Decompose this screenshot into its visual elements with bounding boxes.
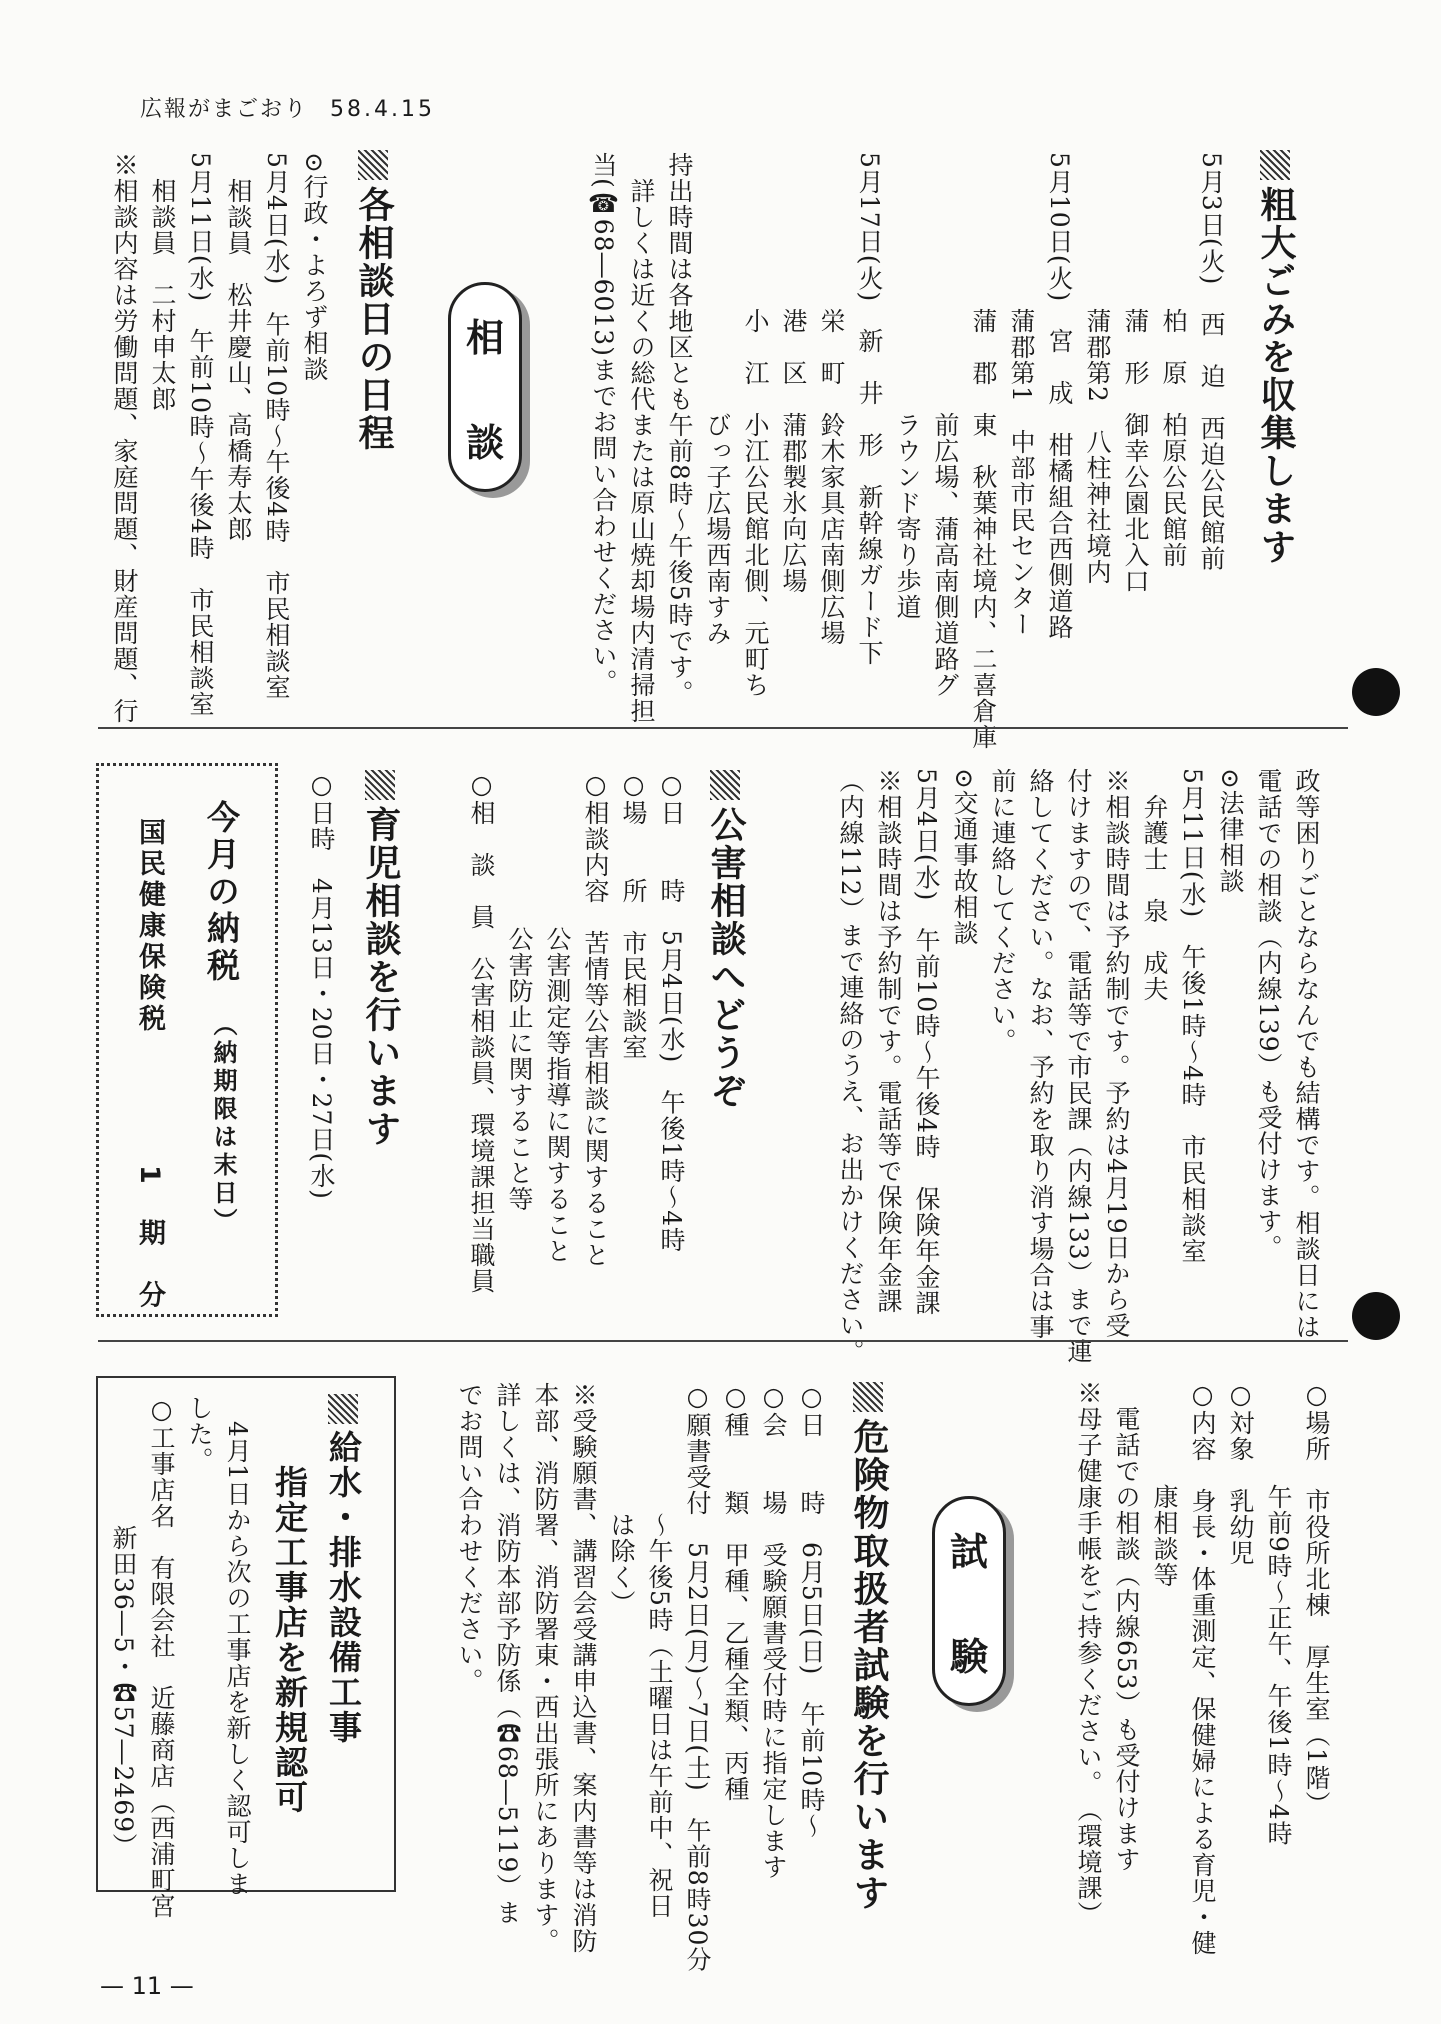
garbage-line: 持出時間は各地区とも午前8時〜午後5時です。 — [665, 152, 694, 706]
water-details — [109, 1395, 256, 1919]
publication-name: 広報がまごおり — [140, 97, 309, 122]
pollution-line: 公害防止に関すること等 — [505, 770, 534, 1212]
water-title-1: 給水・排水設備工事 — [324, 1430, 363, 1745]
pollution-line: ○場 所 市民相談室 — [619, 770, 648, 1060]
garbage-schedule — [580, 152, 1230, 750]
garbage-line: 詳しくは近くの総代または原山焼却場内清掃担 — [627, 152, 656, 724]
childcare-line: 電話での相談（内線653）も受付けます — [1112, 1380, 1141, 1873]
hazmat-line: でお問い合わせください。 — [455, 1382, 484, 1694]
consult-line: 相談員 二村申太郎 — [148, 152, 177, 412]
consult-line: ※相談時間は予約制です。予約は4月19日から受 — [1102, 768, 1131, 1339]
garbage-line: 蒲郡第2 八柱神社境内 — [1083, 152, 1112, 585]
hazmat-line: 詳しくは、消防本部予防係（☎68―5119）ま — [493, 1382, 522, 1926]
hatch-icon — [328, 1394, 358, 1424]
binding-hole — [1352, 1292, 1400, 1340]
garbage-line: 柏 原 柏原公民館前 — [1159, 152, 1188, 568]
pollution-line: ○日 時 5月4日(水) 午後1時〜4時 — [657, 770, 686, 1254]
consult-line: 相談員 松井慶山、高橋寿太郎 — [224, 152, 253, 542]
hatch-icon — [1260, 150, 1290, 180]
garbage-line: ラウンド寄り歩道 — [893, 152, 922, 620]
garbage-line: 5月10日(火) 宮 成 柑橘組合西側道路 — [1045, 152, 1074, 641]
consult-heading — [348, 150, 399, 452]
tax-period: 1 期 分 — [134, 1165, 165, 1312]
garbage-title: 粗大ごみを収集します — [1255, 186, 1296, 566]
hazmat-details — [420, 1382, 830, 1973]
pollution-line: ○相 談 員 公害相談員、環境課担当職員 — [467, 770, 496, 1294]
consult-line: 政等困りごとならなんでも結構です。相談日には — [1292, 768, 1321, 1340]
garbage-heading — [1250, 150, 1301, 566]
page-header — [140, 92, 435, 123]
consult-line: 前に連絡してください。 — [988, 768, 1017, 1054]
consult-line: ※相談内容は労働問題、家庭問題、財産問題、行 — [110, 152, 139, 724]
consult-line: 5月11日(水) 午後1時〜4時 市民相談室 — [1178, 768, 1207, 1265]
consult-schedule-2 — [775, 768, 1325, 1365]
water-line: した。 — [185, 1395, 214, 1473]
tax-item: 国民健康保険税 — [134, 818, 165, 1035]
pollution-title: 公害相談へどうぞ — [705, 806, 746, 1110]
consult-line: ⊙行政・よろず相談 — [300, 152, 329, 382]
consult-line: ⊙交通事故相談 — [950, 768, 979, 946]
pollution-heading — [700, 770, 751, 1110]
water-line: ○工事店名 有限会社 近藤商店（西浦町宮 — [147, 1395, 176, 1919]
consult-line: 5月4日(水) 午前10時〜午後4時 保険年金課 — [912, 768, 941, 1317]
childcare-line: ○内容 身長・体重測定、保健婦による育児・健 — [1188, 1380, 1217, 1956]
garbage-line: 小 江 小江公民館北側、元町ち — [741, 152, 770, 698]
garbage-line: 当(☎68―6013)までお問い合わせください。 — [589, 152, 618, 695]
garbage-line: 5月3日(火) 西 迫 西迫公民館前 — [1197, 152, 1226, 572]
divider — [98, 1340, 1348, 1342]
binding-hole — [1352, 668, 1400, 716]
garbage-line: 栄 町 鈴木家具店南側広場 — [817, 152, 846, 646]
consult-schedule-1 — [88, 152, 333, 724]
childcare-heading — [355, 770, 406, 1148]
hazmat-line: ○会 場 受験願書受付時に指定します — [759, 1382, 788, 1880]
consult-line: 5月11日(水) 午前10時〜午後4時 市民相談室 — [186, 152, 215, 717]
hazmat-line: 本部、消防署、消防署東・西出張所にあります。 — [531, 1382, 560, 1954]
hatch-icon — [365, 770, 395, 800]
water-heading — [320, 1394, 367, 1745]
childcare-line: ※母子健康手帳をご持参ください。 （環境課） — [1074, 1380, 1103, 1927]
garbage-line: 蒲 郡 東 秋葉神社境内、二喜倉庫 — [969, 152, 998, 750]
garbage-line: 前広場、蒲高南側道路グ — [931, 152, 960, 698]
hazmat-line: ○願書受付 5月2日(月)〜7日(土) 午前8時30分 — [683, 1382, 712, 1973]
consult-line: 絡してください。なお、予約を取り消す場合は事 — [1026, 768, 1055, 1340]
consult-line: 付けますので、電話等で市民課（内線133）まで連 — [1064, 768, 1093, 1365]
page-number: — 11 — — [100, 1972, 194, 2000]
shiken-seal: 試 験 — [932, 1496, 1006, 1706]
childcare-line: ○対象 乳幼児 — [1226, 1380, 1255, 1566]
tax-deadline-note: （納期限は末日） — [209, 1012, 237, 1236]
water-line: 新田36―5・☎57―2469） — [109, 1395, 138, 1860]
childcare-details — [1065, 1380, 1335, 1956]
hazmat-line: は除く） — [607, 1382, 636, 1616]
pollution-line: 公害測定等指導に関すること — [543, 770, 572, 1264]
hatch-icon — [853, 1382, 883, 1412]
consult-line: 電話での相談（内線139）も受付けます。 — [1254, 768, 1283, 1261]
consult-line: 弁護士 泉 成夫 — [1140, 768, 1169, 1002]
hazmat-line: ○日 時 6月5日(日) 午前10時〜 — [797, 1382, 826, 1840]
hatch-icon — [358, 150, 388, 180]
hatch-icon — [710, 770, 740, 800]
garbage-line: 港 区 蒲郡製氷向広場 — [779, 152, 808, 594]
garbage-line: びっ子広場西南すみ — [703, 152, 732, 646]
garbage-line: 蒲 形 御幸公園北入口 — [1121, 152, 1150, 594]
consult-line: （内線112）まで連絡のうえ、お出かけください。 — [836, 768, 865, 1365]
hazmat-title: 危険物取扱者試験を行います — [848, 1418, 889, 1912]
divider — [98, 727, 1348, 729]
issue-date: 58.4.15 — [330, 97, 435, 122]
hazmat-line: ○種 類 甲種、乙種全類、丙種 — [721, 1382, 750, 1802]
childcare-line: 康相談等 — [1150, 1380, 1179, 1588]
pollution-details — [450, 770, 690, 1294]
water-line: 4月1日から次の工事店を新しく認可しま — [223, 1395, 252, 1897]
garbage-line: 5月17日(火) 新 井 形 新幹線ガード下 — [855, 152, 884, 667]
childcare-line: 午前9時〜正午、午後1時〜4時 — [1264, 1380, 1293, 1847]
tax-title: 今月の納税 — [202, 800, 241, 985]
childcare-line: ○場所 市役所北棟 厚生室（1階） — [1302, 1380, 1331, 1817]
hazmat-line: 〜午後5時（土曜日は午前中、祝日 — [645, 1382, 674, 1919]
consult-line: ⊙法律相談 — [1216, 768, 1245, 894]
water-title-2: 指定工事店を新規認可 — [270, 1465, 309, 1815]
consult-line: 5月4日(水) 午前10時〜午後4時 市民相談室 — [262, 152, 291, 701]
garbage-line: 蒲郡第1 中部市民センター — [1007, 152, 1036, 637]
pollution-line: ○相談内容 苦情等公害相談に関すること — [581, 770, 610, 1268]
consult-line: ※相談時間は予約制です。電話等で保険年金課 — [874, 768, 903, 1314]
hazmat-line: ※受験願書、講習会受講申込書、案内書等は消防 — [569, 1382, 598, 1954]
consult-title: 各相談日の日程 — [353, 186, 394, 452]
hazmat-heading — [843, 1382, 894, 1912]
childcare-title: 育児相談を行います — [360, 806, 401, 1148]
childcare-date: ○日時 4月13日・20日・27日(水) — [307, 770, 336, 1200]
tax-box — [96, 763, 278, 1317]
soudan-seal: 相 談 — [448, 282, 522, 492]
